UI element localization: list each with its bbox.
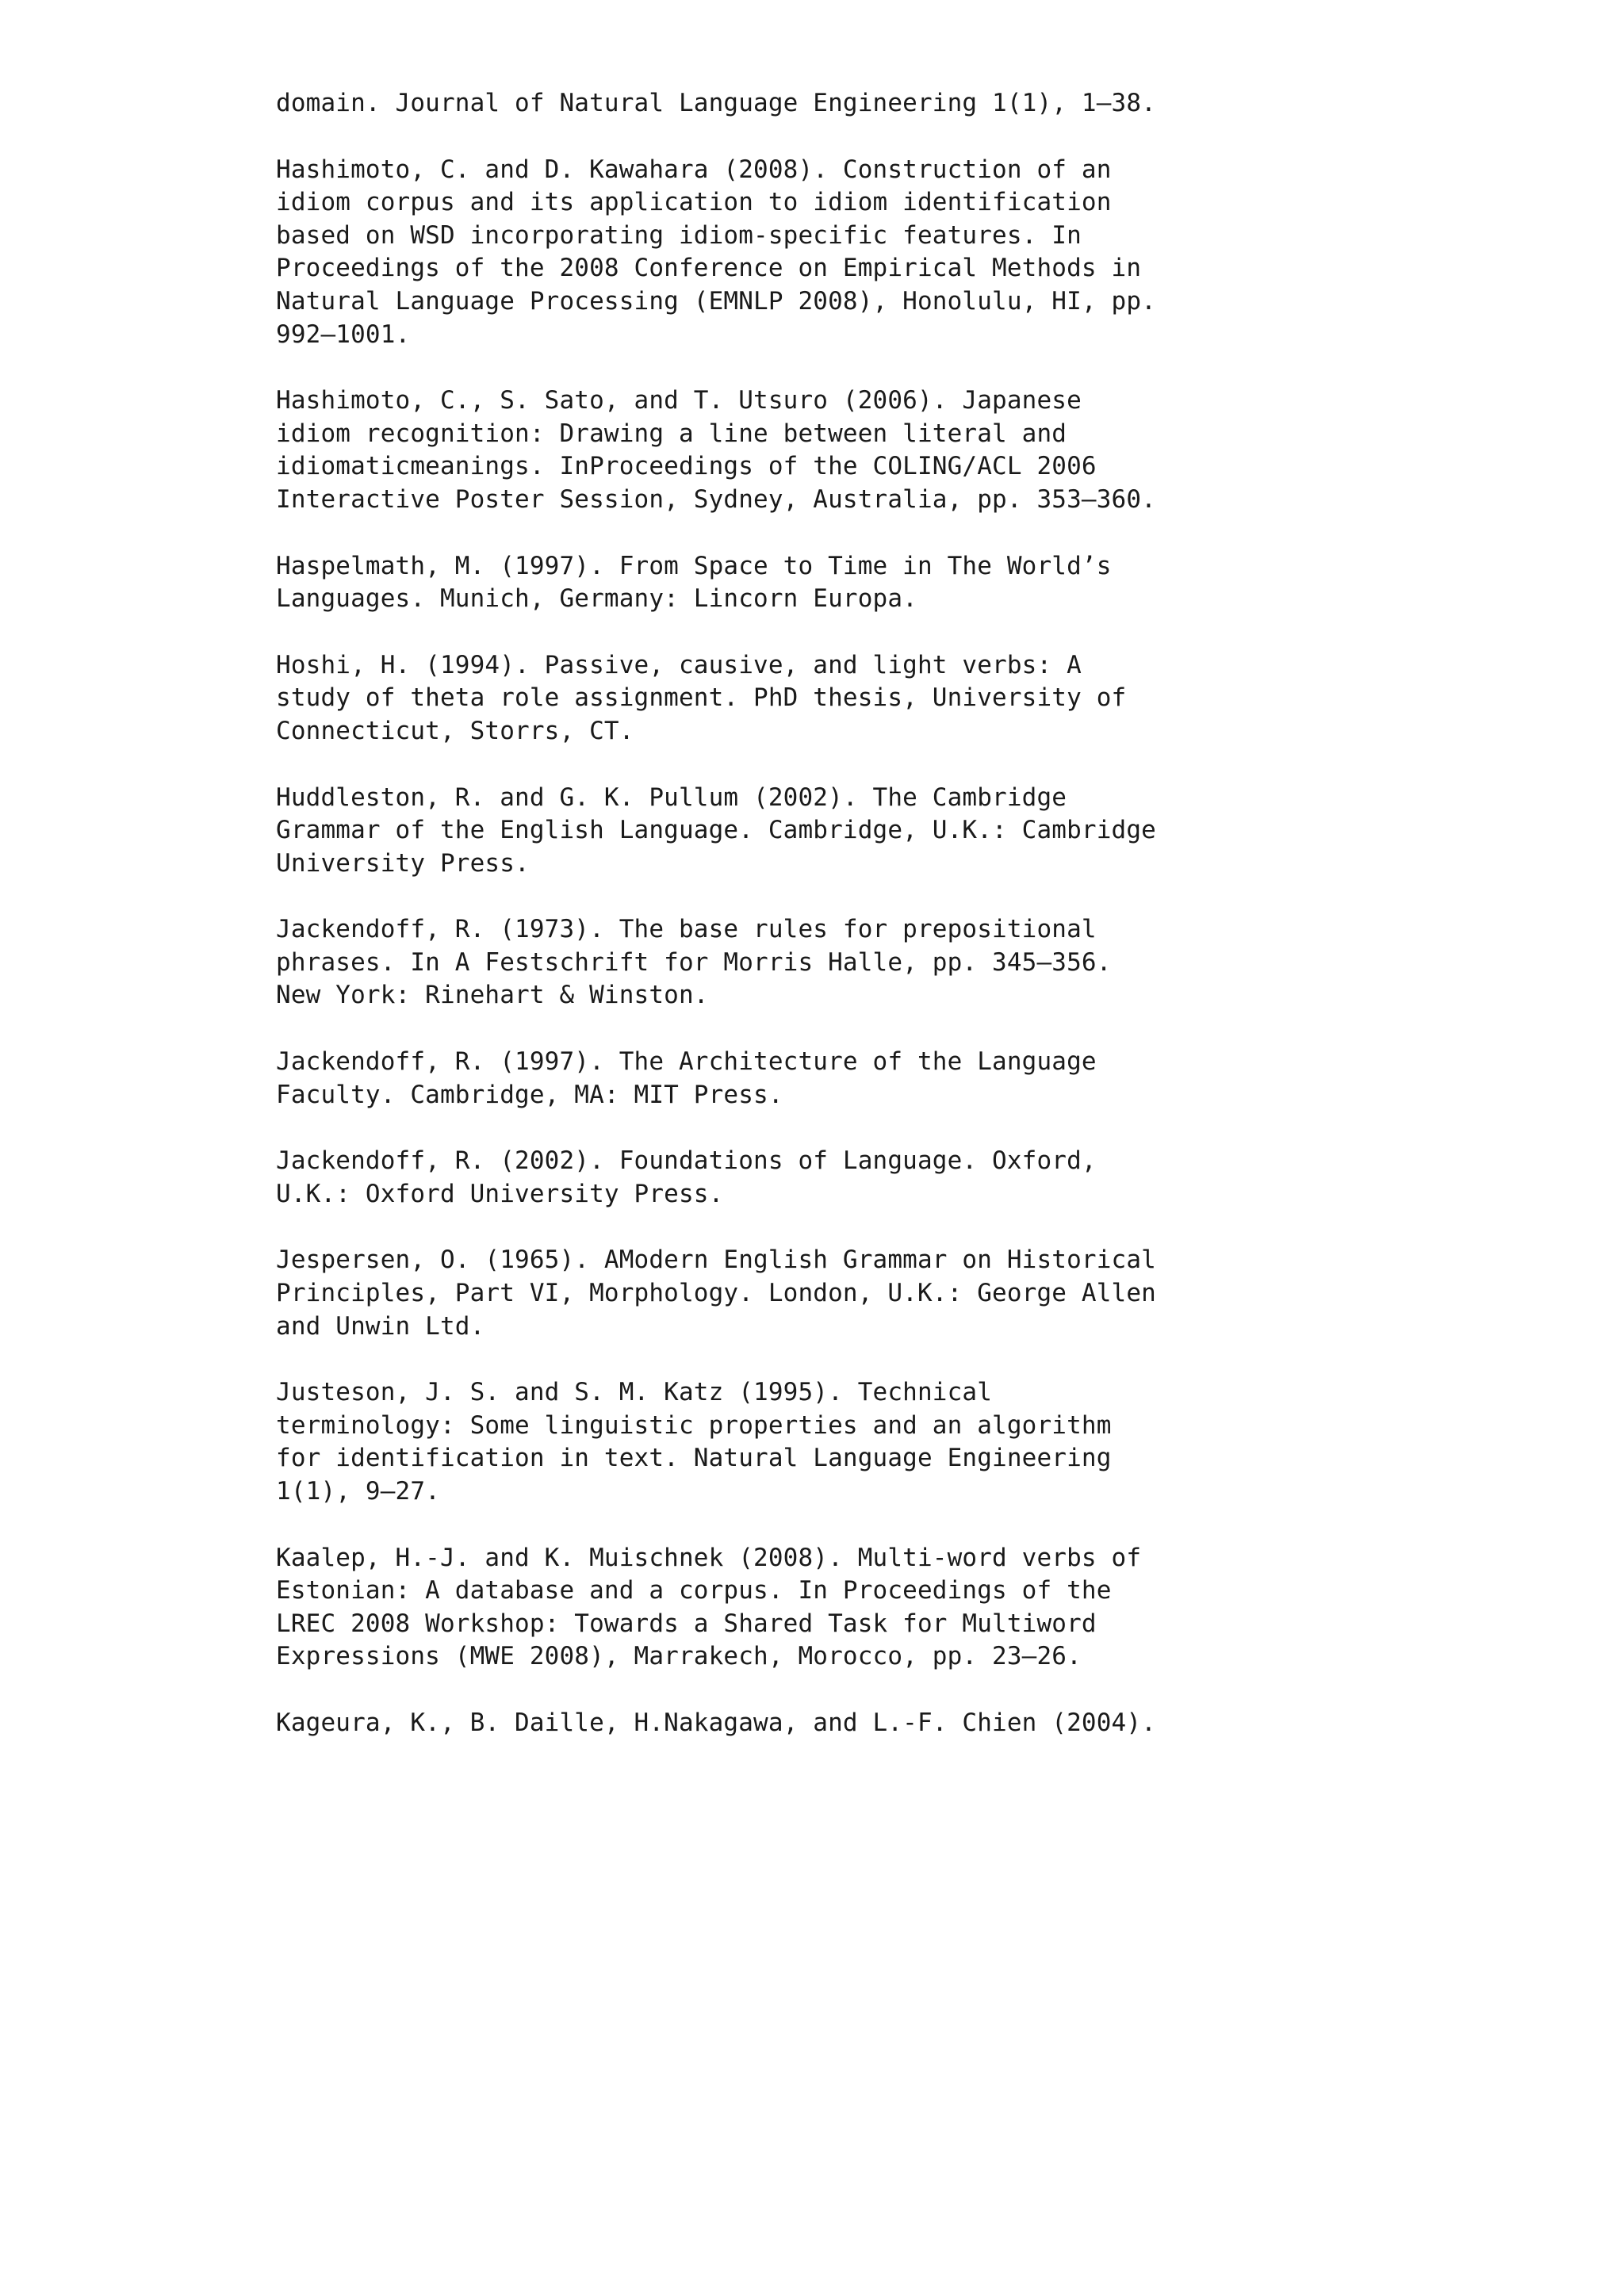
reference-entry xyxy=(276,1707,1386,1740)
reference-line: University Press. xyxy=(276,848,530,878)
reference-line: Jespersen, O. (1965). AModern English Grammar on Historical xyxy=(276,1246,1157,1275)
reference-list xyxy=(276,87,1386,1774)
reference-line: New York: Rinehart & Winston. xyxy=(276,981,709,1010)
reference-entry xyxy=(276,1542,1386,1674)
reference-line: Expressions (MWE 2008), Marrakech, Morocco, pp. 23–26. xyxy=(276,1642,1082,1671)
reference-line: domain. Journal of Natural Language Engineering 1(1), 1–38. xyxy=(276,89,1157,117)
reference-line: Faculty. Cambridge, MA: MIT Press. xyxy=(276,1080,783,1109)
reference-line: study of theta role assignment. PhD thesis, University of xyxy=(276,683,1127,713)
reference-line: based on WSD incorporating idiom-specific features. In xyxy=(276,220,1082,250)
reference-entry xyxy=(276,1244,1386,1343)
reference-line: for identification in text. Natural Language Engineering xyxy=(276,1444,1112,1473)
reference-line: 992–1001. xyxy=(276,320,411,349)
reference-line: Hoshi, H. (1994). Passive, causive, and light verbs: A xyxy=(276,650,1082,679)
reference-line: Kaalep, H.-J. and K. Muischnek (2008). Multi-word verbs of xyxy=(276,1543,1142,1572)
reference-line: Interactive Poster Session, Sydney, Australia, pp. 353–360. xyxy=(276,484,1157,514)
reference-entry xyxy=(276,649,1386,748)
reference-entry xyxy=(276,1376,1386,1508)
reference-line: 1(1), 9–27. xyxy=(276,1477,440,1506)
reference-entry xyxy=(276,385,1386,516)
reference-line: LREC 2008 Workshop: Towards a Shared Task for Multiword xyxy=(276,1609,1097,1638)
reference-line: Justeson, J. S. and S. M. Katz (1995). Technical xyxy=(276,1378,993,1407)
reference-line: U.K.: Oxford University Press. xyxy=(276,1179,724,1208)
reference-line: Jackendoff, R. (2002). Foundations of Language. Oxford, xyxy=(276,1146,1097,1176)
reference-line: phrases. In A Festschrift for Morris Halle, pp. 345–356. xyxy=(276,947,1112,977)
reference-entry xyxy=(276,87,1386,121)
reference-line: Grammar of the English Language. Cambridge, U.K.: Cambridge xyxy=(276,816,1157,845)
reference-entry xyxy=(276,550,1386,616)
reference-line: Haspelmath, M. (1997). From Space to Time in The World’s xyxy=(276,551,1112,580)
reference-entry xyxy=(276,782,1386,881)
reference-line: Estonian: A database and a corpus. In Proceedings of the xyxy=(276,1576,1112,1605)
reference-line: Hashimoto, C. and D. Kawahara (2008). Construction of an xyxy=(276,155,1112,184)
reference-line: Hashimoto, C., S. Sato, and T. Utsuro (2006). Japanese xyxy=(276,386,1082,415)
reference-line: idiomaticmeanings. InProceedings of the COLING/ACL 2006 xyxy=(276,452,1097,481)
reference-line: and Unwin Ltd. xyxy=(276,1311,485,1341)
reference-entry xyxy=(276,1046,1386,1112)
reference-line: idiom recognition: Drawing a line between literal and xyxy=(276,419,1067,448)
reference-entry xyxy=(276,1145,1386,1211)
reference-line: Languages. Munich, Germany: Lincorn Europa. xyxy=(276,584,917,614)
reference-line: terminology: Some linguistic properties and an algorithm xyxy=(276,1410,1112,1440)
reference-entry xyxy=(276,154,1386,352)
reference-line: Huddleston, R. and G. K. Pullum (2002). The Cambridge xyxy=(276,783,1067,812)
reference-line: Proceedings of the 2008 Conference on Empirical Methods in xyxy=(276,254,1142,283)
reference-entry xyxy=(276,913,1386,1012)
reference-line: Natural Language Processing (EMNLP 2008), Honolulu, HI, pp. xyxy=(276,286,1157,316)
reference-line: Jackendoff, R. (1997). The Architecture of the Language xyxy=(276,1047,1097,1077)
reference-line: Principles, Part VI, Morphology. London, U.K.: George Allen xyxy=(276,1279,1157,1308)
reference-line: idiom corpus and its application to idiom identification xyxy=(276,188,1112,217)
reference-line: Kageura, K., B. Daille, H.Nakagawa, and L.-F. Chien (2004). xyxy=(276,1708,1157,1737)
reference-line: Jackendoff, R. (1973). The base rules for prepositional xyxy=(276,915,1097,944)
reference-line: Connecticut, Storrs, CT. xyxy=(276,716,634,745)
